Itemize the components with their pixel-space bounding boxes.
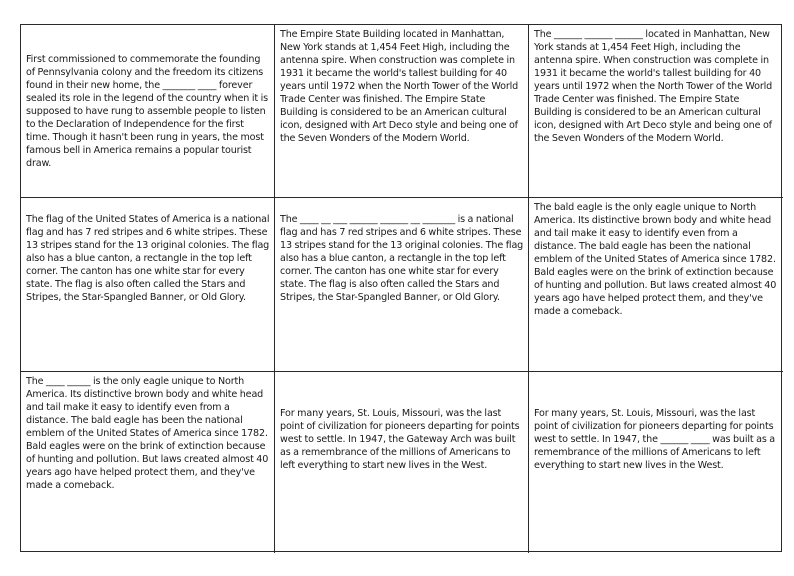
card-empire-state-building-blank: [529, 25, 783, 198]
card-text: For many years, St. Louis, Missouri, was the last point of civilization for pioneers departing for points west to settle. In 1947, the Gateway Arch was built as a remembrance of the millions of Americans to left everything to start new lives in the West.: [280, 408, 520, 471]
card-text: The Empire State Building located in Manhattan, New York stands at 1,454 Feet High, including the antenna spire. When construction was complete in 1931 it became the world's tallest building for 40 years until 1972 when the North Tower of the World Trade Center was finished. The Empire State Building is considered to be an American cultural icon, designed with Art Deco style and being one of the Seven Wonders of the Modern World.: [280, 29, 519, 144]
card-text: The bald eagle is the only eagle unique to North America. Its distinctive brown body and white head and tail make it easy to identify even from a distance. The bald eagle has been the national emblem of the United States of America since 1782. Bald eagles were on the brink of extinction because of hunting and pollution. But laws created almost 40 years ago have helped protect them, and they've made a comeback.: [534, 202, 777, 317]
card-us-flag-blank: [275, 198, 529, 372]
card-us-flag: [21, 198, 275, 372]
card-bald-eagle-blank: [21, 372, 275, 553]
card-empire-state-building: [275, 25, 529, 198]
card-text: The ____ _____ is the only eagle unique to North America. Its distinctive brown body and white head and tail make it easy to identify even from a distance. The bald eagle has been the national emblem of the United States of America since 1782. Bald eagles were on the brink of extinction because of hunting and pollution. But laws created almost 40 years ago have helped protect them, and they've made a comeback.: [26, 376, 269, 491]
card-text: For many years, St. Louis, Missouri, was the last point of civilization for pioneers departing for points west to settle. In 1947, the ______ ____ was built as a remembrance of the millions of Americans to left everything to start new lives in the West.: [534, 408, 776, 471]
card-text: The ______ ______ ______ located in Manhattan, New York stands at 1,454 Feet High, including the antenna spire. When construction was complete in 1931 it became the world's tallest building for 40 years until 1972 when the North Tower of the World Trade Center was finished. The Empire State Building is considered to be an American cultural icon, designed with Art Deco style and being one of the Seven Wonders of the Modern World.: [534, 29, 773, 144]
card-gateway-arch-blank: [529, 372, 783, 553]
card-bald-eagle: [529, 198, 783, 372]
card-text: The flag of the United States of America is a national flag and has 7 red stripes and 6 white stripes. These 13 stripes stand for the 13 original colonies. The flag also has a blue canton, a rectangle in the top left corner. The canton has one white star for every state. The flag is also often called the Stars and Stripes, the Star-Spangled Banner, or Old Glory.: [26, 214, 270, 303]
flashcard-grid: [20, 24, 782, 552]
card-liberty-bell: [21, 25, 275, 198]
card-gateway-arch: [275, 372, 529, 553]
card-text: The ____ __ ___ ______ ______ __ _______ is a national flag and has 7 red stripes and 6 white stripes. These 13 stripes stand for the 13 original colonies. The flag also has a blue canton, a rectangle in the top left corner. The canton has one white star for every state. The flag is also often called the Stars and Stripes, the Star-Spangled Banner, or Old Glory.: [280, 214, 524, 303]
card-text: First commissioned to commemorate the founding of Pennsylvania colony and the freedom its citizens found in their new home, the _______ ____ forever sealed its role in the legend of the country when it is supposed to have rung to assemble people to listen to the Declaration of Independence for the first time. Though it hasn't been rung in years, the most famous bell in America remains a popular tourist draw.: [26, 53, 268, 169]
